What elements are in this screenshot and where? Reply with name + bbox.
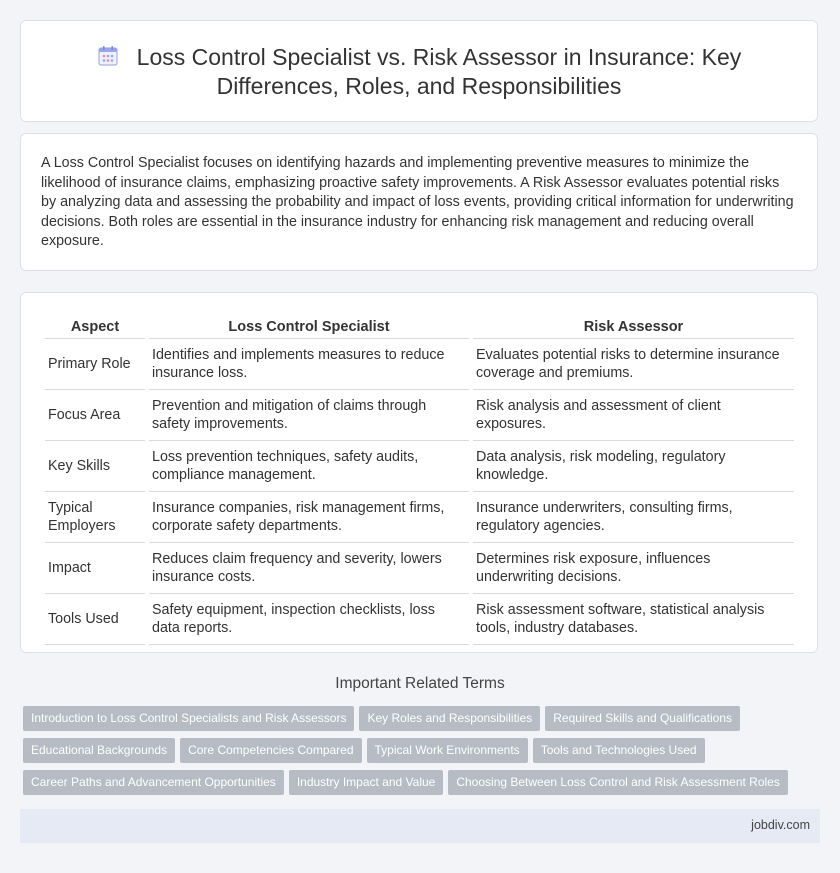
page-title	[21, 43, 817, 101]
intro-paragraph: A Loss Control Specialist focuses on identifying hazards and implementing preventive measures to minimize the likelihood of insurance claims, emphasizing proactive safety improvements. A Risk Assessor evaluates potential risks by analyzing data and assessing the probability and impact of loss events, providing critical information for underwriting decisions. Both roles are essential in the insurance industry for enhancing risk management and reducing overall exposure.	[41, 155, 794, 249]
row-aspect: Impact	[45, 543, 145, 594]
row-loss-control: Loss prevention techniques, safety audits, compliance management.	[149, 441, 469, 492]
related-term-tag[interactable]: Core Competencies Compared	[180, 738, 361, 763]
title-line-1: Loss Control Specialist vs. Risk Assessor in Insurance: Key	[136, 44, 742, 70]
comparison-table	[41, 315, 798, 645]
table-row	[45, 543, 794, 594]
related-term-tag[interactable]: Required Skills and Qualifications	[545, 706, 740, 731]
related-term-tag[interactable]: Choosing Between Loss Control and Risk Assessment Roles	[448, 770, 788, 795]
row-aspect: Primary Role	[45, 339, 145, 390]
header-loss-control-specialist: Loss Control Specialist	[149, 315, 469, 339]
footer	[20, 809, 820, 843]
table-row	[45, 492, 794, 543]
table-row	[45, 594, 794, 645]
header-risk-assessor: Risk Assessor	[473, 315, 794, 339]
intro-card	[20, 133, 818, 271]
related-term-tag[interactable]: Industry Impact and Value	[289, 770, 444, 795]
row-loss-control: Safety equipment, inspection checklists, loss data reports.	[149, 594, 469, 645]
related-term-tag[interactable]: Career Paths and Advancement Opportunities	[23, 770, 284, 795]
related-term-tag[interactable]: Educational Backgrounds	[23, 738, 175, 763]
row-loss-control: Identifies and implements measures to reduce insurance loss.	[149, 339, 469, 390]
footer-site-link[interactable]: jobdiv.com	[751, 818, 810, 832]
row-loss-control: Prevention and mitigation of claims through safety improvements.	[149, 390, 469, 441]
related-terms-list	[23, 706, 823, 802]
table-row	[45, 441, 794, 492]
title-card	[20, 20, 818, 122]
related-terms-title: Important Related Terms	[335, 675, 505, 692]
row-aspect: Key Skills	[45, 441, 145, 492]
row-risk-assessor: Evaluates potential risks to determine insurance coverage and premiums.	[473, 339, 794, 390]
table-header-row	[45, 315, 794, 339]
row-risk-assessor: Risk assessment software, statistical analysis tools, industry databases.	[473, 594, 794, 645]
row-aspect: Tools Used	[45, 594, 145, 645]
related-term-tag[interactable]: Tools and Technologies Used	[533, 738, 705, 763]
row-loss-control: Insurance companies, risk management firms, corporate safety departments.	[149, 492, 469, 543]
row-aspect: Typical Employers	[45, 492, 145, 543]
header-aspect: Aspect	[45, 315, 145, 339]
row-loss-control: Reduces claim frequency and severity, lowers insurance costs.	[149, 543, 469, 594]
related-term-tag[interactable]: Introduction to Loss Control Specialists and Risk Assessors	[23, 706, 354, 731]
row-risk-assessor: Risk analysis and assessment of client exposures.	[473, 390, 794, 441]
title-line-2: Differences, Roles, and Responsibilities	[216, 73, 622, 99]
related-term-tag[interactable]: Key Roles and Responsibilities	[359, 706, 540, 731]
row-risk-assessor: Insurance underwriters, consulting firms, regulatory agencies.	[473, 492, 794, 543]
row-risk-assessor: Determines risk exposure, influences underwriting decisions.	[473, 543, 794, 594]
related-term-tag[interactable]: Typical Work Environments	[367, 738, 528, 763]
table-row	[45, 339, 794, 390]
row-risk-assessor: Data analysis, risk modeling, regulatory knowledge.	[473, 441, 794, 492]
comparison-card	[20, 292, 818, 653]
row-aspect: Focus Area	[45, 390, 145, 441]
calendar-icon	[97, 45, 119, 67]
table-row	[45, 390, 794, 441]
